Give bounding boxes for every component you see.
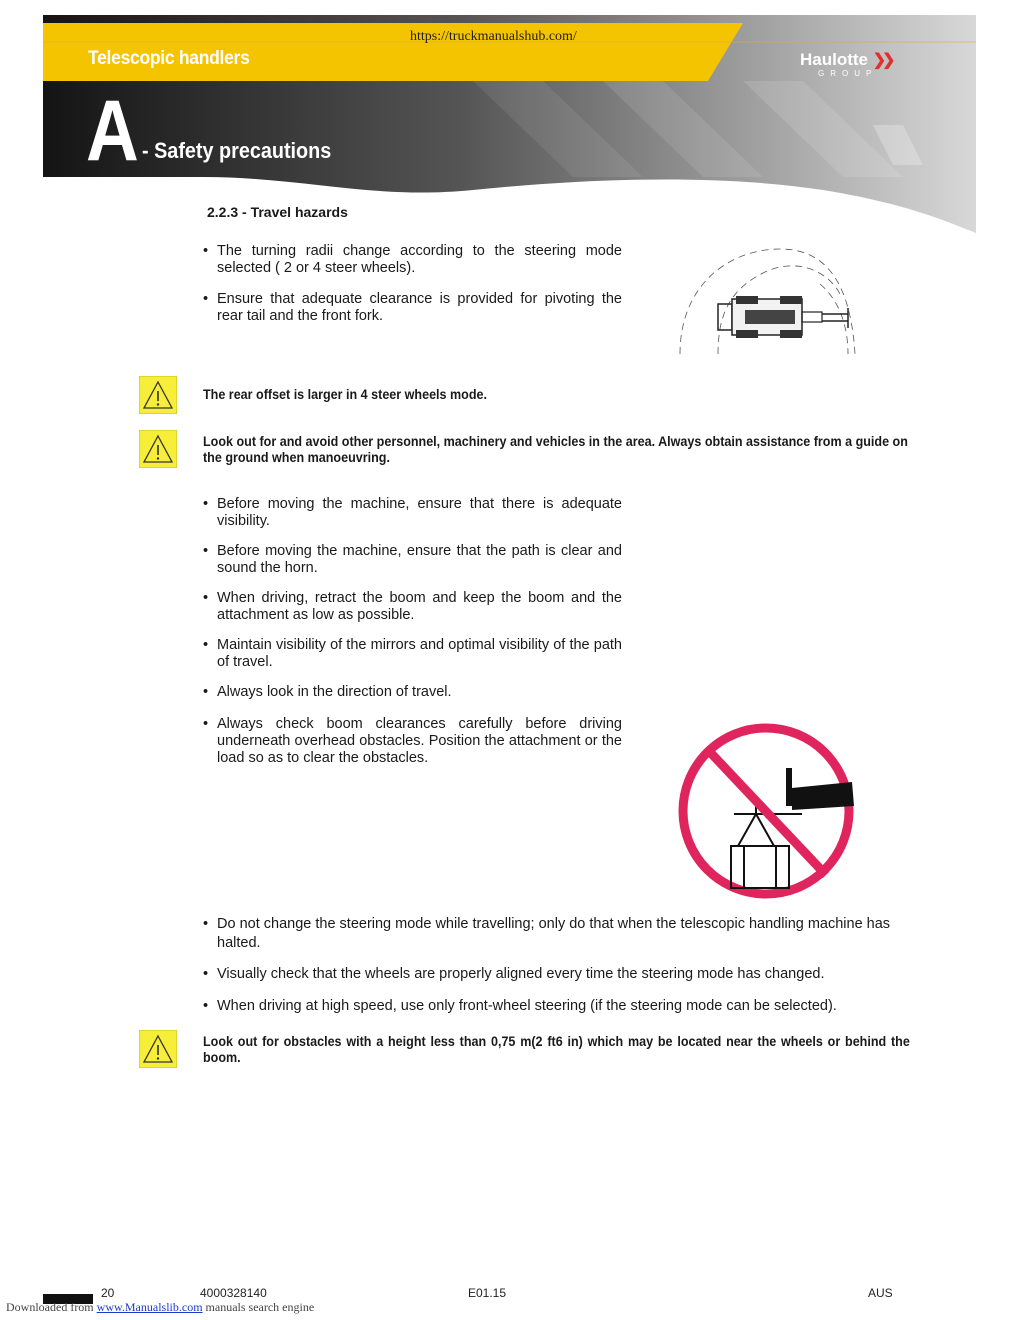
list-item: • The turning radii change according to the steering mode selected ( 2 or 4 steer wheels).: [203, 243, 622, 277]
list-item: • Before moving the machine, ensure that there is adequate visibility.: [203, 496, 622, 530]
section-title: - Safety precautions: [142, 138, 332, 163]
turning-radius-diagram: [670, 244, 870, 362]
warning-triangle-icon: [139, 376, 177, 414]
logo-text: Haulotte: [800, 50, 868, 69]
haulotte-chevron-icon: ❯❯: [872, 52, 892, 69]
list-item: • Visually check that the wheels are properly aligned every time the steering mode has changed.: [203, 966, 913, 983]
download-suffix: manuals search engine: [205, 1300, 315, 1314]
list-item: • Maintain visibility of the mirrors and optimal visibility of the path of travel.: [203, 637, 622, 671]
source-url[interactable]: https://truckmanualshub.com/: [410, 29, 577, 44]
bullet-list-3: [203, 915, 913, 1028]
warning-triangle-icon: [139, 430, 177, 468]
bullet-list-2: [203, 496, 622, 780]
manualslib-link[interactable]: www.Manualslib.com: [96, 1300, 203, 1314]
page-number: 20: [101, 1286, 115, 1300]
document-title: Telescopic handlers: [88, 48, 250, 69]
list-item: • Ensure that adequate clearance is provided for pivoting the rear tail and the front fork.: [203, 291, 622, 325]
bullet-list-1: [203, 243, 622, 338]
list-item: • Do not change the steering mode while travelling; only do that when the telescopic handling machine has halted.: [203, 915, 913, 953]
haulotte-logo: [800, 50, 892, 70]
document-number: 4000328140: [200, 1286, 267, 1300]
warning-triangle-icon: [139, 1030, 177, 1068]
warning-text: Look out for and avoid other personnel, machinery and vehicles in the area. Always obtain assistance from a guide on the ground when manoeuvring.: [203, 434, 908, 465]
list-item: • When driving, retract the boom and keep the boom and the attachment as low as possible.: [203, 590, 622, 624]
list-item: • When driving at high speed, use only front-wheel steering (if the steering mode can be selected).: [203, 998, 913, 1015]
edition: E01.15: [468, 1286, 507, 1300]
list-item: • Always look in the direction of travel.: [203, 684, 622, 701]
download-prefix: Downloaded from: [6, 1300, 94, 1314]
region: AUS: [868, 1286, 893, 1300]
list-item: • Before moving the machine, ensure that the path is clear and sound the horn.: [203, 543, 622, 577]
section-letter: A: [86, 83, 139, 179]
logo-subtext: GROUP: [818, 69, 878, 78]
warning-text: The rear offset is larger in 4 steer wheels mode.: [203, 387, 487, 402]
list-item: • Always check boom clearances carefully before driving underneath overhead obstacles. Position the attachment or the load so as to clear the obstacles.: [203, 716, 622, 767]
subheading: 2.2.3 - Travel hazards: [207, 204, 348, 220]
no-overhead-obstacle-sign: [676, 720, 856, 902]
warning-text: Look out for obstacles with a height less than 0,75 m(2 ft6 in) which may be located near the wheels or behind the boom.: [203, 1034, 910, 1065]
download-note: [6, 1300, 314, 1315]
